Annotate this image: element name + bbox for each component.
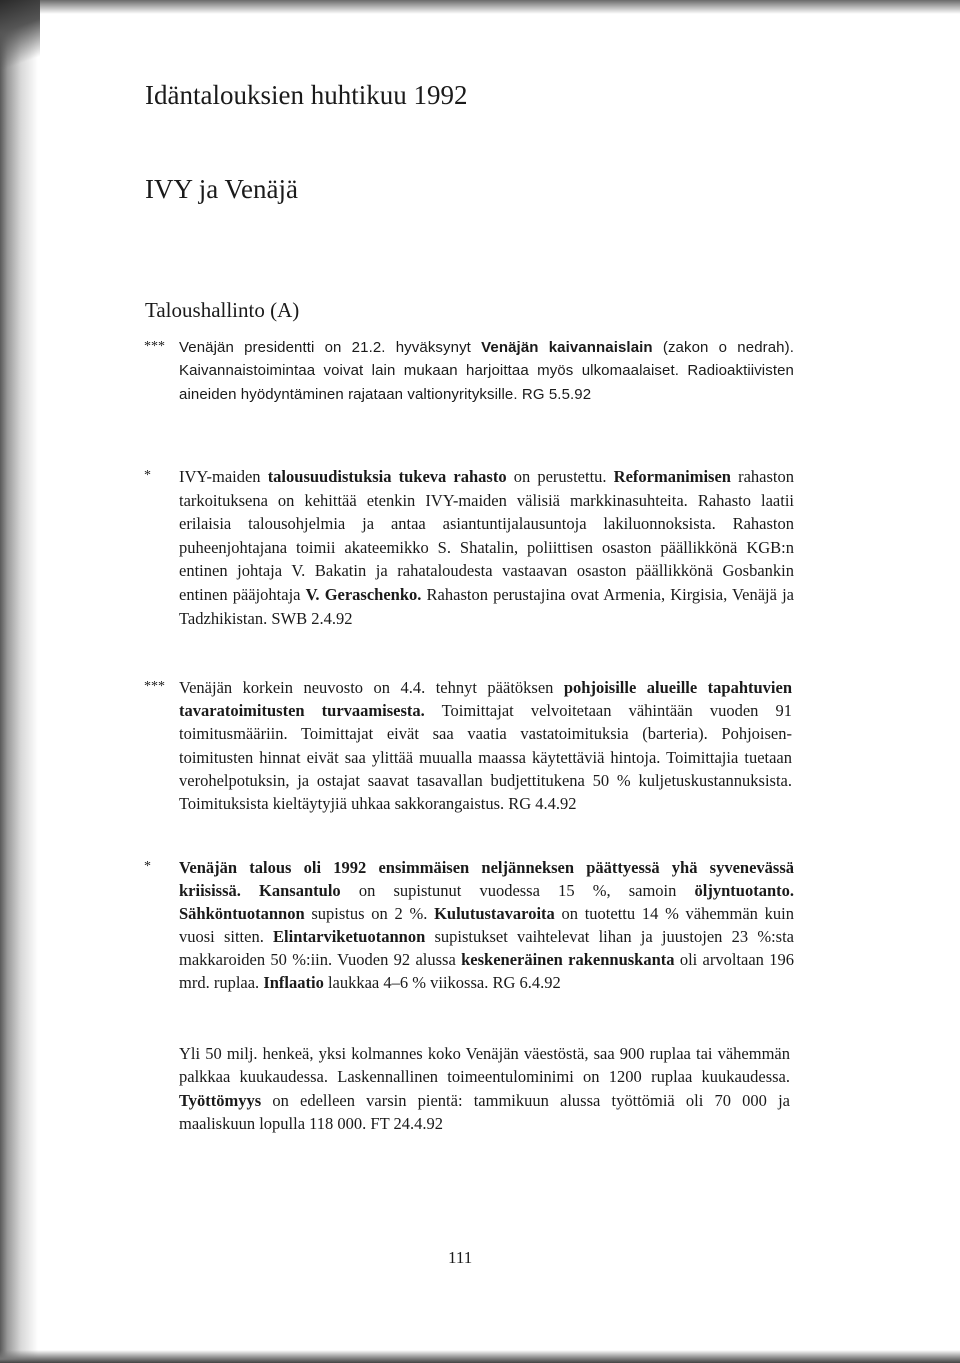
entry-text xyxy=(179,465,794,630)
scan-edge-bottom xyxy=(0,1350,960,1363)
scan-corner-shadow xyxy=(0,0,40,80)
text-segment: Rahaston perustajina ovat Armenia, Kirgisia, Venäjä ja Tadzhikistan. SWB 2.4.92 xyxy=(179,584,794,628)
text-segment-bold: keskeneräinen rakennuskanta xyxy=(461,950,675,969)
text-segment: IVY-maiden xyxy=(179,467,268,486)
text-segment: (zakon o nedrah). Kaivannaistoimintaa voivat lain mukaan harjoittaa myös ulkomaalaiset. Radioaktiivisten aineiden hyödyntäminen rajataan valtionyrityksille. RG 5.5.92 xyxy=(179,339,794,403)
text-segment-bold: Elintarviketuotannon xyxy=(273,927,426,946)
text-segment: on supistunut vuodessa 15 %, samoin xyxy=(340,881,695,900)
entry-marker: *** xyxy=(144,339,165,354)
text-segment: Venäjän korkein neuvosto on 4.4. tehnyt päätöksen xyxy=(179,678,564,697)
news-entry xyxy=(144,856,794,994)
entry-text xyxy=(179,336,794,406)
entry-text xyxy=(179,856,794,994)
text-segment-bold: öljyntuotanto. xyxy=(694,881,794,900)
text-segment: rahaston tarkoituksena on kehittää etenkin IVY-maiden välisiä markkinasuhteita. Rahasto laatii erilaisia talousohjelmia ja antaa asiantuntijalausuntoja lakiluonnoksista. Rahaston puheenjohtajana toimii akateemikko S. Shatalin, poliittisen osaston päällikkönä KGB:n entinen johtaja V. Bakatin ja rahataloudesta vastaavan osaston päällikkönä Gosbankin entinen pääjohtaja xyxy=(179,467,795,604)
text-segment-bold: Työttömyys xyxy=(179,1090,262,1110)
text-segment-bold: Sähköntuotannon xyxy=(179,904,305,923)
text-segment: on edelleen varsin pientä: tammikuun alussa työttömiä oli 70 000 ja maaliskuun lopulla 118 000. FT 24.4.92 xyxy=(179,1090,790,1133)
document-title: Idäntalouksien huhtikuu 1992 xyxy=(145,80,468,110)
entry-marker: * xyxy=(144,859,151,874)
news-entry xyxy=(144,465,794,630)
page-number: 111 xyxy=(448,1248,473,1267)
text-segment-bold: Kulutustavaroita xyxy=(434,904,555,923)
section-heading: Taloushallinto (A) xyxy=(145,298,300,322)
text-segment-bold: Reformanimisen xyxy=(613,467,731,486)
text-segment-bold: V. Geraschenko. xyxy=(305,584,422,604)
text-segment: on perustettu. xyxy=(506,467,614,486)
text-segment-bold: pohjoisille alueille tapahtuvien tavaratoimitusten turvaamisesta. xyxy=(179,678,793,721)
text-segment-bold: Inflaatio xyxy=(263,973,324,992)
document-subtitle: IVY ja Venäjä xyxy=(145,174,298,204)
text-segment: laukkaa 4–6 % viikossa. RG 6.4.92 xyxy=(323,973,561,992)
text-segment-bold: talousuudistuksia tukeva rahasto xyxy=(267,467,507,486)
text-segment xyxy=(241,881,259,900)
text-segment: Yli 50 milj. henkeä, yksi kolmannes koko Venäjän väestöstä, saa 900 ruplaa tai vähemmän palkkaa kuukaudessa. Laskennallinen toimeentulominimi on 1200 ruplaa kuukaudessa. xyxy=(179,1044,790,1087)
text-segment: Toimittajat velvoitetaan vähintään vuoden 91 toimitusmääriin. Toimittajat eivät saa vaatia vastatoimituksia (barteria). Pohjoisen-toimitusten hinnat eivät saa ylittää muualla maassa käytettäviä hintoja. Toimittajia tuetaan verohelpotuksin, ja ostajat saavat tasavallan budjettitukena 50 % kuljetuskustannuksista. Toimituksista kieltäytyjiä uhkaa sakkorangaistus. RG 4.4.92 xyxy=(179,701,792,814)
news-entry xyxy=(144,676,792,815)
scan-edge-top xyxy=(0,0,960,14)
scan-edge-left xyxy=(0,0,38,1363)
text-segment-bold: Kansantulo xyxy=(259,881,341,900)
entry-marker: * xyxy=(144,468,151,483)
text-segment: on tuotettu 14 % vähemmän kuin vuosi sitten. xyxy=(179,904,794,946)
text-segment: Venäjän presidentti on 21.2. hyväksynyt xyxy=(179,339,482,356)
text-segment: supistukset vaihtelevat lihan ja juustojen 23 %:sta makkaroiden 50 %:iin. Vuoden 92 alussa xyxy=(179,927,794,969)
text-segment-bold: Venäjän kaivannaislain xyxy=(481,339,653,356)
entry-text xyxy=(179,676,792,815)
text-segment-bold: Venäjän talous oli 1992 ensimmäisen neljänneksen päättyessä yhä syvenevässä kriisissä. xyxy=(179,858,794,900)
entry-text xyxy=(179,1042,790,1135)
text-segment: oli arvoltaan 196 mrd. ruplaa. xyxy=(179,950,794,992)
news-entry xyxy=(144,336,794,406)
news-entry xyxy=(144,1042,790,1135)
text-segment: supistus on 2 %. xyxy=(304,904,435,923)
entry-marker: *** xyxy=(144,679,165,694)
